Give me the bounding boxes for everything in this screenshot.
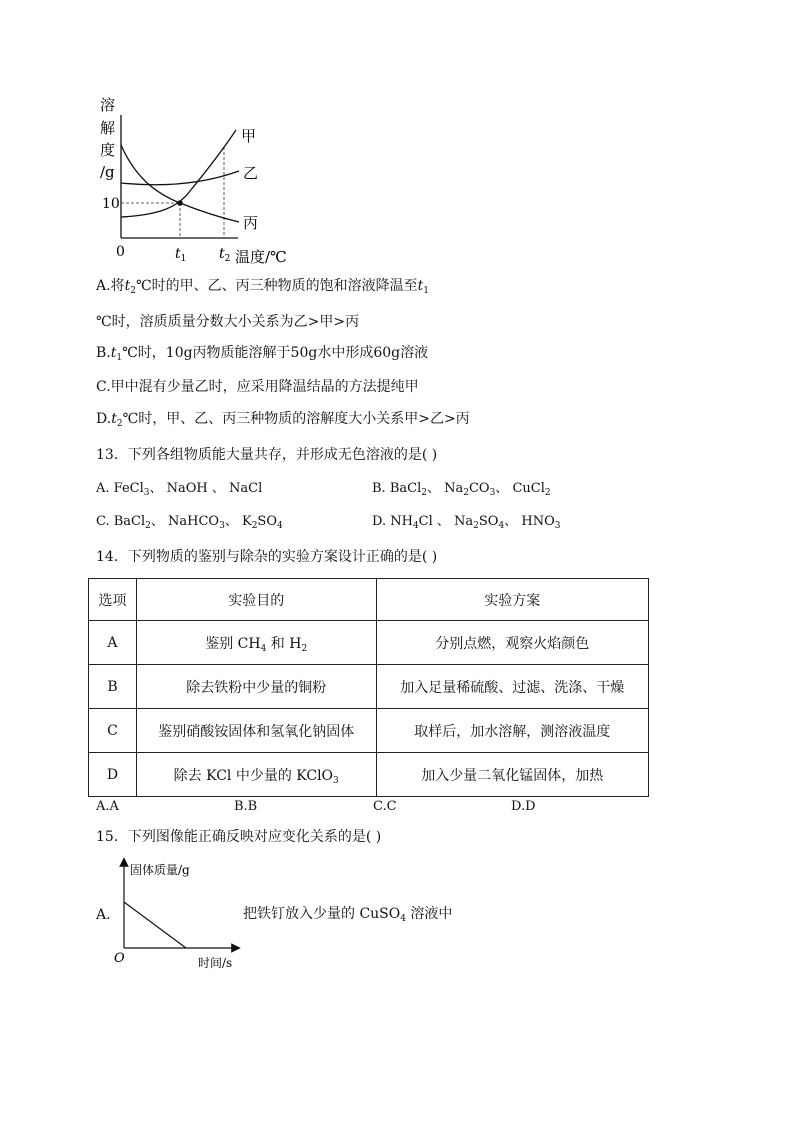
table-cell-option: D bbox=[89, 753, 137, 797]
table-cell-plan: 加入少量二氧化锰固体，加热 bbox=[376, 753, 649, 797]
goal-a-t2: 和 H bbox=[266, 635, 302, 652]
table-cell-plan: 加入足量稀硫酸、过滤、洗涤、干燥 bbox=[376, 665, 649, 709]
table-cell-option: C bbox=[89, 709, 137, 753]
chart-intersection-point bbox=[177, 200, 183, 206]
q13-option-d bbox=[372, 513, 560, 531]
chart-series-label-jia: 甲 bbox=[241, 127, 257, 145]
table-row bbox=[89, 753, 649, 797]
q15-a-text-post: 溶液中 bbox=[405, 906, 453, 922]
graph-decreasing-line bbox=[124, 902, 186, 948]
chart-ylabel-char-2: 解 bbox=[100, 119, 116, 137]
table-cell-plan: 取样后，加水溶解，测溶液温度 bbox=[376, 709, 649, 753]
chart-xlabel: 温度/℃ bbox=[235, 248, 287, 266]
goal-a-s3: 2 bbox=[301, 643, 308, 654]
q12-b-t: t bbox=[110, 345, 117, 361]
q12-option-d bbox=[96, 410, 470, 428]
q13-a-t2: 、 NaOH 、 NaCl bbox=[149, 481, 263, 496]
q13-b-s5: 3 bbox=[489, 488, 496, 498]
q13-d-s3: 2 bbox=[473, 521, 479, 531]
goal-a-t0: 鉴别 CH bbox=[205, 635, 261, 652]
q13-b-s1: 2 bbox=[421, 488, 427, 498]
table-row bbox=[89, 709, 649, 753]
q15-stem: 15．下列图像能正确反映对应变化关系的是( ) bbox=[96, 829, 382, 845]
q14-choice-d: D.D bbox=[511, 799, 536, 814]
table-row bbox=[89, 665, 649, 709]
table-cell-goal: 除去铁粉中少量的铜粉 bbox=[136, 665, 376, 709]
q13-d-s1: 4 bbox=[412, 521, 419, 531]
q13-a-s1: 3 bbox=[143, 488, 150, 498]
goal-d-s1: 3 bbox=[333, 775, 339, 786]
q12-option-b bbox=[96, 344, 428, 362]
table-row bbox=[89, 621, 649, 665]
q13-c-s7: 4 bbox=[277, 521, 283, 531]
table-cell-option: A bbox=[89, 621, 137, 665]
q15-a-text-sub: 4 bbox=[400, 914, 406, 924]
chart-y-tick-10: 10 bbox=[102, 196, 120, 212]
chart-series-label-yi: 乙 bbox=[243, 164, 259, 182]
q13-b-t6: 、 CuCl bbox=[495, 481, 545, 496]
q14-stem: 14．下列物质的鉴别与除杂的实验方案设计正确的是( ) bbox=[96, 549, 438, 565]
q12-b-pre: B. bbox=[96, 345, 111, 361]
q15-a-text-pre: 把铁钉放入少量的 CuSO bbox=[243, 906, 401, 922]
q14-choice-b: B.B bbox=[234, 799, 258, 814]
q13-c-s3: 3 bbox=[219, 521, 225, 531]
q13-b-t0: B. BaCl bbox=[372, 481, 422, 496]
table-cell-option: B bbox=[89, 665, 137, 709]
table-header-row bbox=[89, 579, 649, 621]
q13-d-s5: 4 bbox=[498, 521, 505, 531]
q13-d-t0: D. NH bbox=[372, 514, 413, 529]
experiment-table bbox=[88, 578, 649, 797]
q12-option-a-line2: ℃时，溶质质量分数大小关系为乙>甲>丙 bbox=[96, 314, 360, 330]
q12-d-rest: ℃时，甲、乙、丙三种物质的溶解度大小关系甲>乙>丙 bbox=[122, 411, 470, 427]
q13-option-c bbox=[96, 513, 283, 531]
q12-a-mid: ℃时的甲、乙、丙三种物质的饱和溶液降温至 bbox=[135, 278, 418, 294]
q13-b-s3: 2 bbox=[463, 488, 469, 498]
q13-stem: 13．下列各组物质能大量共存，并形成无色溶液的是( ) bbox=[96, 447, 438, 463]
chart-x-tick-t2: $t_2$ bbox=[219, 246, 231, 264]
table-cell-goal: 鉴别硝酸铵固体和氢氧化钠固体 bbox=[136, 709, 376, 753]
q15-mass-time-graph bbox=[110, 856, 250, 974]
q13-c-t6: SO bbox=[257, 514, 277, 529]
goal-d-t0: 除去 KCl 中少量的 KClO bbox=[173, 767, 334, 784]
chart-ylabel-char-3: 度 bbox=[100, 141, 116, 159]
q13-d-s7: 3 bbox=[554, 521, 561, 531]
graph-ylabel: 固体质量/g bbox=[130, 863, 190, 877]
q15-option-a-label: A. bbox=[96, 907, 111, 923]
q12-a-t: t bbox=[124, 278, 131, 294]
table-cell-goal bbox=[136, 621, 376, 665]
q13-c-s1: 2 bbox=[145, 521, 151, 531]
chart-ylabel-char-4: /g bbox=[100, 163, 115, 181]
q12-a-pre: A.将 bbox=[96, 278, 125, 294]
q12-option-c: C.甲中混有少量乙时，应采用降温结晶的方法提纯甲 bbox=[96, 379, 419, 395]
q12-option-a-line1 bbox=[96, 277, 429, 295]
q12-a-t1-sub: 1 bbox=[423, 286, 429, 296]
q12-b-rest: ℃时，10g丙物质能溶解于50g水中形成60g溶液 bbox=[122, 345, 429, 361]
q12-d-pre: D. bbox=[96, 411, 112, 427]
q14-choice-a: A.A bbox=[96, 799, 119, 814]
solubility-curve-chart bbox=[90, 95, 305, 270]
chart-origin: 0 bbox=[116, 244, 125, 260]
q13-b-s7: 2 bbox=[544, 488, 551, 498]
q13-c-t2: 、 NaHCO bbox=[150, 514, 220, 529]
graph-origin: O bbox=[114, 951, 125, 966]
q13-c-t4: 、 K bbox=[224, 514, 252, 529]
chart-series-label-bing: 丙 bbox=[243, 214, 259, 232]
q13-option-b bbox=[372, 480, 551, 498]
graph-xlabel: 时间/s bbox=[198, 956, 233, 970]
q15-option-a-text bbox=[243, 905, 452, 923]
chart-x-tick-t1: $t_1$ bbox=[175, 246, 187, 264]
table-cell-plan: 分别点燃，观察火焰颜色 bbox=[376, 621, 649, 665]
q13-option-a bbox=[96, 480, 262, 498]
q12-d-t-sub: 2 bbox=[116, 419, 123, 429]
q13-d-t4: SO bbox=[478, 514, 499, 529]
table-header-option: 选项 bbox=[89, 579, 137, 621]
q13-c-t0: C. BaCl bbox=[96, 514, 146, 529]
table-cell-goal bbox=[136, 753, 376, 797]
table-header-plan: 实验方案 bbox=[376, 579, 649, 621]
q13-a-t0: A. FeCl bbox=[96, 481, 144, 496]
q12-b-t-sub: 1 bbox=[116, 353, 123, 363]
chart-ylabel-char-1: 溶 bbox=[100, 96, 116, 114]
chart-curve-yi bbox=[121, 171, 239, 185]
q13-b-t2: 、 Na bbox=[426, 481, 464, 496]
q13-d-t6: 、 HNO bbox=[504, 514, 555, 529]
q13-b-t4: CO bbox=[468, 481, 490, 496]
q12-d-t: t bbox=[111, 411, 117, 427]
q12-a-t-sub: 2 bbox=[130, 286, 136, 296]
goal-a-s1: 4 bbox=[260, 643, 267, 654]
q12-a-t1: t bbox=[417, 278, 424, 294]
q13-d-t2: Cl 、 Na bbox=[418, 514, 474, 529]
table-header-goal: 实验目的 bbox=[136, 579, 376, 621]
q14-choice-c: C.C bbox=[373, 799, 397, 814]
q13-c-s5: 2 bbox=[251, 521, 258, 531]
